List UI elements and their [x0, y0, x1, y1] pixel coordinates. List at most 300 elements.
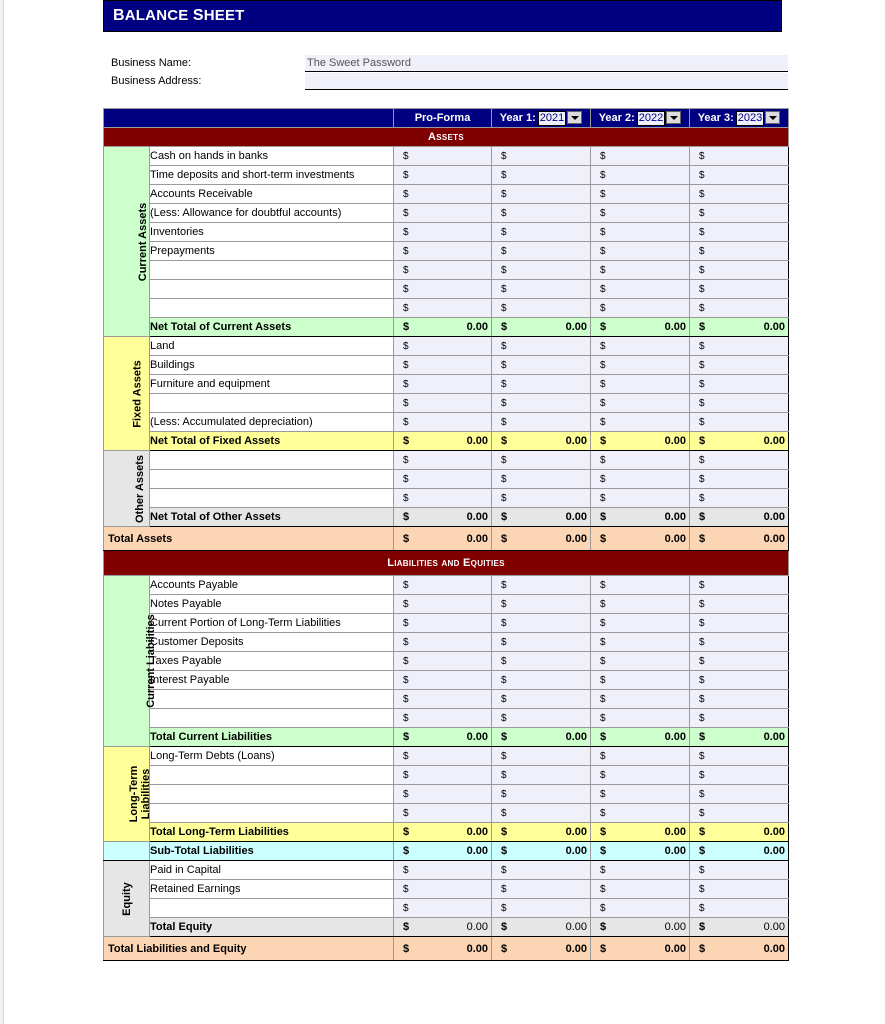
value-cell-proforma[interactable] — [394, 147, 492, 166]
value-cell-proforma[interactable] — [394, 804, 492, 823]
currency-symbol: $ — [699, 511, 706, 523]
group-total-row — [104, 508, 789, 527]
subtotal-spacer — [104, 842, 150, 861]
line-item-label[interactable]: Furniture and equipment — [150, 375, 394, 394]
value-cell-year1[interactable] — [492, 633, 591, 652]
currency-symbol: $ — [403, 751, 409, 762]
value-cell-year2[interactable] — [591, 375, 690, 394]
line-item-row — [104, 652, 789, 671]
currency-symbol: $ — [699, 713, 705, 724]
value-cell-year3[interactable] — [690, 261, 789, 280]
line-item-label[interactable]: Cash on hands in banks — [150, 147, 394, 166]
line-item-row — [104, 413, 789, 432]
currency-symbol: $ — [600, 675, 606, 686]
total-value: 0.00 — [664, 943, 686, 955]
value-cell-proforma[interactable] — [394, 652, 492, 671]
value-cell-year3 — [690, 728, 789, 747]
value-cell-year3[interactable] — [690, 223, 789, 242]
value-cell-year3[interactable] — [690, 747, 789, 766]
value-cell-year3[interactable] — [690, 652, 789, 671]
value-cell-year3[interactable] — [690, 394, 789, 413]
currency-symbol: $ — [403, 845, 410, 857]
total-value: 0.00 — [763, 321, 785, 333]
value-cell-year1[interactable] — [492, 242, 591, 261]
line-item-label[interactable] — [150, 280, 394, 299]
value-cell-year2[interactable] — [591, 804, 690, 823]
currency-symbol: $ — [501, 789, 507, 800]
value-cell-year3[interactable] — [690, 147, 789, 166]
line-item-row — [104, 166, 789, 185]
value-cell-proforma[interactable] — [394, 375, 492, 394]
value-cell-year2[interactable] — [591, 785, 690, 804]
value-cell-year1[interactable] — [492, 576, 591, 595]
currency-symbol: $ — [501, 246, 507, 257]
currency-symbol: $ — [699, 921, 706, 933]
value-cell-year2[interactable] — [591, 166, 690, 185]
value-cell-year1[interactable] — [492, 652, 591, 671]
col-year3: Year 3: 2023 — [690, 109, 789, 128]
value-cell-year2 — [591, 728, 690, 747]
value-cell-year1[interactable] — [492, 299, 591, 318]
group-label-equity: Equity — [104, 861, 150, 937]
value-cell-year3[interactable] — [690, 899, 789, 918]
line-item-label[interactable] — [150, 804, 394, 823]
value-cell-year3[interactable] — [690, 280, 789, 299]
total-value: 0.00 — [763, 845, 785, 857]
group-total-label: Net Total of Current Assets — [150, 318, 394, 337]
value-cell-year3[interactable] — [690, 633, 789, 652]
line-item-label[interactable]: Accounts Payable — [150, 576, 394, 595]
currency-symbol: $ — [501, 533, 508, 545]
currency-symbol: $ — [501, 618, 507, 629]
currency-symbol: $ — [600, 731, 607, 743]
currency-symbol: $ — [699, 943, 706, 955]
value-cell-year2[interactable] — [591, 147, 690, 166]
value-cell-proforma[interactable] — [394, 880, 492, 899]
subtotal-liabilities-row — [104, 842, 789, 861]
group-label-other_assets: Other Assets — [104, 451, 150, 527]
currency-symbol: $ — [600, 151, 606, 162]
value-cell-year2[interactable] — [591, 671, 690, 690]
value-cell-year2[interactable] — [591, 394, 690, 413]
value-cell-year1[interactable] — [492, 280, 591, 299]
value-cell-proforma[interactable] — [394, 470, 492, 489]
value-cell-year2[interactable] — [591, 470, 690, 489]
value-cell-proforma[interactable] — [394, 576, 492, 595]
business-address-field[interactable] — [305, 73, 788, 90]
value-cell-year2[interactable] — [591, 709, 690, 728]
value-cell-year1[interactable] — [492, 261, 591, 280]
line-item-label[interactable]: Notes Payable — [150, 595, 394, 614]
line-item-label[interactable]: (Less: Allowance for doubtful accounts) — [150, 204, 394, 223]
currency-symbol: $ — [403, 284, 409, 295]
group-total-row — [104, 823, 789, 842]
currency-symbol: $ — [501, 731, 508, 743]
value-cell-year3[interactable] — [690, 880, 789, 899]
value-cell-year1 — [492, 318, 591, 337]
value-cell-year3[interactable] — [690, 861, 789, 880]
currency-symbol: $ — [403, 227, 409, 238]
value-cell-year3[interactable] — [690, 766, 789, 785]
value-cell-proforma[interactable] — [394, 785, 492, 804]
value-cell-proforma[interactable] — [394, 204, 492, 223]
value-cell-year3[interactable] — [690, 413, 789, 432]
value-cell-year3[interactable] — [690, 709, 789, 728]
value-cell-year2 — [591, 432, 690, 451]
line-item-label[interactable]: Paid in Capital — [150, 861, 394, 880]
total-value: 0.00 — [763, 826, 785, 838]
col-year2: Year 2: 2022 — [591, 109, 690, 128]
value-cell-year2[interactable] — [591, 451, 690, 470]
value-cell-proforma[interactable] — [394, 766, 492, 785]
currency-symbol: $ — [699, 533, 706, 545]
total-liabilities-equity-row — [104, 937, 789, 961]
value-cell-year3[interactable] — [690, 576, 789, 595]
line-item-label[interactable] — [150, 785, 394, 804]
year3-select[interactable]: 2023 — [737, 111, 763, 124]
currency-symbol: $ — [600, 694, 606, 705]
value-cell-proforma[interactable] — [394, 394, 492, 413]
value-cell-year1[interactable] — [492, 747, 591, 766]
value-cell-proforma[interactable] — [394, 747, 492, 766]
currency-symbol: $ — [600, 246, 606, 257]
chevron-down-icon[interactable] — [765, 111, 780, 124]
value-cell-year3 — [690, 527, 789, 551]
value-cell-year1[interactable] — [492, 785, 591, 804]
year1-select[interactable]: 2021 — [539, 111, 565, 124]
year2-select[interactable]: 2022 — [638, 111, 664, 124]
value-cell-year3[interactable] — [690, 489, 789, 508]
value-cell-proforma[interactable] — [394, 337, 492, 356]
currency-symbol: $ — [403, 599, 409, 610]
value-cell-year2[interactable] — [591, 413, 690, 432]
currency-symbol: $ — [403, 770, 409, 781]
currency-symbol: $ — [403, 398, 409, 409]
header-spacer — [104, 109, 394, 128]
total-value: 0.00 — [664, 321, 686, 333]
line-item-row — [104, 204, 789, 223]
currency-symbol: $ — [699, 170, 705, 181]
currency-symbol: $ — [403, 474, 409, 485]
currency-symbol: $ — [501, 151, 507, 162]
line-item-row — [104, 709, 789, 728]
line-item-row — [104, 242, 789, 261]
value-cell-year1[interactable] — [492, 880, 591, 899]
value-cell-year3[interactable] — [690, 614, 789, 633]
currency-symbol: $ — [699, 417, 705, 428]
line-item-label[interactable]: Land — [150, 337, 394, 356]
chevron-down-icon[interactable] — [666, 111, 681, 124]
group-total-row — [104, 728, 789, 747]
value-cell-year3 — [690, 432, 789, 451]
value-cell-proforma[interactable] — [394, 356, 492, 375]
line-item-label[interactable] — [150, 261, 394, 280]
value-cell-year2[interactable] — [591, 747, 690, 766]
total-value: 0.00 — [565, 731, 587, 743]
value-cell-year2[interactable] — [591, 242, 690, 261]
line-item-label[interactable] — [150, 709, 394, 728]
value-cell-year2[interactable] — [591, 204, 690, 223]
value-cell-year3[interactable] — [690, 337, 789, 356]
currency-symbol: $ — [501, 170, 507, 181]
value-cell-year3[interactable] — [690, 204, 789, 223]
currency-symbol: $ — [699, 599, 705, 610]
value-cell-proforma[interactable] — [394, 614, 492, 633]
value-cell-year1[interactable] — [492, 470, 591, 489]
value-cell-year2[interactable] — [591, 614, 690, 633]
value-cell-year3[interactable] — [690, 470, 789, 489]
value-cell-year1[interactable] — [492, 204, 591, 223]
value-cell-year3[interactable] — [690, 690, 789, 709]
line-item-label[interactable]: (Less: Accumulated depreciation) — [150, 413, 394, 432]
value-cell-year2[interactable] — [591, 595, 690, 614]
line-item-label[interactable] — [150, 451, 394, 470]
value-cell-proforma[interactable] — [394, 671, 492, 690]
line-item-label[interactable] — [150, 690, 394, 709]
line-item-label[interactable]: Interest Payable — [150, 671, 394, 690]
value-cell-proforma[interactable] — [394, 489, 492, 508]
currency-symbol: $ — [403, 170, 409, 181]
currency-symbol: $ — [699, 151, 705, 162]
value-cell-year3 — [690, 318, 789, 337]
total-value: 0.00 — [763, 921, 785, 933]
value-cell-year2[interactable] — [591, 880, 690, 899]
value-cell-year2[interactable] — [591, 652, 690, 671]
line-item-label[interactable]: Buildings — [150, 356, 394, 375]
value-cell-year2[interactable] — [591, 690, 690, 709]
value-cell-year3[interactable] — [690, 595, 789, 614]
value-cell-year3[interactable] — [690, 242, 789, 261]
currency-symbol: $ — [501, 656, 507, 667]
value-cell-year3[interactable] — [690, 451, 789, 470]
currency-symbol: $ — [699, 808, 705, 819]
value-cell-proforma[interactable] — [394, 451, 492, 470]
currency-symbol: $ — [600, 533, 607, 545]
value-cell-year2[interactable] — [591, 861, 690, 880]
value-cell-year1[interactable] — [492, 766, 591, 785]
line-item-row — [104, 766, 789, 785]
value-cell-proforma — [394, 823, 492, 842]
line-item-label[interactable]: Retained Earnings — [150, 880, 394, 899]
value-cell-year1[interactable] — [492, 356, 591, 375]
value-cell-proforma[interactable] — [394, 861, 492, 880]
currency-symbol: $ — [699, 379, 705, 390]
value-cell-proforma[interactable] — [394, 899, 492, 918]
value-cell-year1[interactable] — [492, 804, 591, 823]
line-item-label[interactable]: Customer Deposits — [150, 633, 394, 652]
value-cell-proforma[interactable] — [394, 633, 492, 652]
value-cell-year2[interactable] — [591, 489, 690, 508]
value-cell-year1[interactable] — [492, 899, 591, 918]
line-item-label[interactable] — [150, 899, 394, 918]
currency-symbol: $ — [501, 341, 507, 352]
value-cell-year2 — [591, 318, 690, 337]
subtotal-label: Sub-Total Liabilities — [150, 842, 394, 861]
line-item-label[interactable] — [150, 299, 394, 318]
currency-symbol: $ — [403, 789, 409, 800]
line-item-row — [104, 614, 789, 633]
currency-symbol: $ — [403, 360, 409, 371]
currency-symbol: $ — [699, 455, 705, 466]
currency-symbol: $ — [501, 943, 508, 955]
value-cell-year2[interactable] — [591, 899, 690, 918]
value-cell-year1 — [492, 823, 591, 842]
value-cell-proforma[interactable] — [394, 223, 492, 242]
value-cell-year2[interactable] — [591, 337, 690, 356]
currency-symbol: $ — [699, 189, 705, 200]
value-cell-proforma[interactable] — [394, 709, 492, 728]
line-item-row — [104, 690, 789, 709]
currency-symbol: $ — [600, 208, 606, 219]
currency-symbol: $ — [403, 713, 409, 724]
total-value: 0.00 — [466, 943, 488, 955]
value-cell-proforma[interactable] — [394, 261, 492, 280]
currency-symbol: $ — [600, 170, 606, 181]
line-item-label[interactable]: Inventories — [150, 223, 394, 242]
currency-symbol: $ — [403, 455, 409, 466]
value-cell-year1[interactable] — [492, 489, 591, 508]
value-cell-proforma — [394, 937, 492, 961]
section-title: Liabilities and Equities — [104, 551, 789, 576]
total-assets-row — [104, 527, 789, 551]
value-cell-year2[interactable] — [591, 223, 690, 242]
value-cell-year1[interactable] — [492, 223, 591, 242]
currency-symbol: $ — [699, 675, 705, 686]
currency-symbol: $ — [699, 903, 705, 914]
currency-symbol: $ — [403, 826, 410, 838]
value-cell-year1[interactable] — [492, 147, 591, 166]
value-cell-year1[interactable] — [492, 413, 591, 432]
value-cell-year1[interactable] — [492, 709, 591, 728]
value-cell-year3[interactable] — [690, 804, 789, 823]
group-total-label: Total Equity — [150, 918, 394, 937]
currency-symbol: $ — [403, 580, 409, 591]
currency-symbol: $ — [501, 903, 507, 914]
value-cell-year3[interactable] — [690, 671, 789, 690]
currency-symbol: $ — [600, 493, 606, 504]
currency-symbol: $ — [403, 435, 410, 447]
line-item-label[interactable] — [150, 394, 394, 413]
value-cell-year3[interactable] — [690, 185, 789, 204]
value-cell-year1[interactable] — [492, 614, 591, 633]
value-cell-year1[interactable] — [492, 394, 591, 413]
total-value: 0.00 — [664, 731, 686, 743]
currency-symbol: $ — [699, 731, 706, 743]
value-cell-year2[interactable] — [591, 633, 690, 652]
value-cell-year2[interactable] — [591, 261, 690, 280]
value-cell-year2[interactable] — [591, 356, 690, 375]
line-item-label[interactable]: Time deposits and short-term investments — [150, 166, 394, 185]
total-value: 0.00 — [763, 533, 785, 545]
total-value: 0.00 — [466, 731, 488, 743]
currency-symbol: $ — [403, 943, 410, 955]
value-cell-year1[interactable] — [492, 166, 591, 185]
line-item-label[interactable]: Prepayments — [150, 242, 394, 261]
value-cell-year1[interactable] — [492, 451, 591, 470]
line-item-label[interactable]: Current Portion of Long-Term Liabilities — [150, 614, 394, 633]
currency-symbol: $ — [699, 303, 705, 314]
value-cell-year2 — [591, 937, 690, 961]
line-item-row — [104, 747, 789, 766]
value-cell-year3[interactable] — [690, 375, 789, 394]
line-item-label[interactable] — [150, 766, 394, 785]
value-cell-year3[interactable] — [690, 785, 789, 804]
value-cell-year3[interactable] — [690, 166, 789, 185]
value-cell-year1[interactable] — [492, 185, 591, 204]
line-item-label[interactable] — [150, 470, 394, 489]
value-cell-proforma[interactable] — [394, 299, 492, 318]
value-cell-year1[interactable] — [492, 690, 591, 709]
currency-symbol: $ — [699, 618, 705, 629]
currency-symbol: $ — [501, 826, 508, 838]
total-value: 0.00 — [565, 321, 587, 333]
currency-symbol: $ — [501, 808, 507, 819]
business-name-field[interactable]: The Sweet Password — [305, 55, 788, 72]
value-cell-year1[interactable] — [492, 671, 591, 690]
value-cell-year2[interactable] — [591, 299, 690, 318]
value-cell-year1 — [492, 842, 591, 861]
value-cell-proforma[interactable] — [394, 413, 492, 432]
line-item-row — [104, 356, 789, 375]
currency-symbol: $ — [403, 189, 409, 200]
value-cell-proforma[interactable] — [394, 280, 492, 299]
currency-symbol: $ — [501, 637, 507, 648]
value-cell-proforma[interactable] — [394, 595, 492, 614]
value-cell-year2[interactable] — [591, 185, 690, 204]
currency-symbol: $ — [403, 303, 409, 314]
line-item-label[interactable]: Taxes Payable — [150, 652, 394, 671]
value-cell-year1 — [492, 728, 591, 747]
value-cell-year1[interactable] — [492, 337, 591, 356]
currency-symbol: $ — [501, 675, 507, 686]
currency-symbol: $ — [600, 656, 606, 667]
value-cell-year2[interactable] — [591, 280, 690, 299]
currency-symbol: $ — [600, 865, 606, 876]
value-cell-year3 — [690, 823, 789, 842]
line-item-row — [104, 899, 789, 918]
currency-symbol: $ — [403, 265, 409, 276]
value-cell-year3[interactable] — [690, 299, 789, 318]
value-cell-proforma[interactable] — [394, 166, 492, 185]
currency-symbol: $ — [600, 884, 606, 895]
currency-symbol: $ — [600, 341, 606, 352]
currency-symbol: $ — [600, 943, 607, 955]
line-item-row — [104, 185, 789, 204]
chevron-down-icon[interactable] — [567, 111, 582, 124]
currency-symbol: $ — [600, 921, 607, 933]
value-cell-year1[interactable] — [492, 861, 591, 880]
currency-symbol: $ — [501, 713, 507, 724]
business-name-label: Business Name: — [111, 57, 192, 69]
value-cell-year1 — [492, 527, 591, 551]
value-cell-year1[interactable] — [492, 375, 591, 394]
value-cell-year3[interactable] — [690, 356, 789, 375]
line-item-label[interactable]: Long-Term Debts (Loans) — [150, 747, 394, 766]
currency-symbol: $ — [699, 474, 705, 485]
value-cell-proforma[interactable] — [394, 242, 492, 261]
value-cell-year2[interactable] — [591, 576, 690, 595]
value-cell-proforma[interactable] — [394, 690, 492, 709]
currency-symbol: $ — [699, 694, 705, 705]
value-cell-proforma[interactable] — [394, 185, 492, 204]
line-item-label[interactable] — [150, 489, 394, 508]
line-item-label[interactable]: Accounts Receivable — [150, 185, 394, 204]
currency-symbol: $ — [501, 770, 507, 781]
value-cell-year1[interactable] — [492, 595, 591, 614]
currency-symbol: $ — [501, 474, 507, 485]
value-cell-year2[interactable] — [591, 766, 690, 785]
currency-symbol: $ — [699, 884, 705, 895]
